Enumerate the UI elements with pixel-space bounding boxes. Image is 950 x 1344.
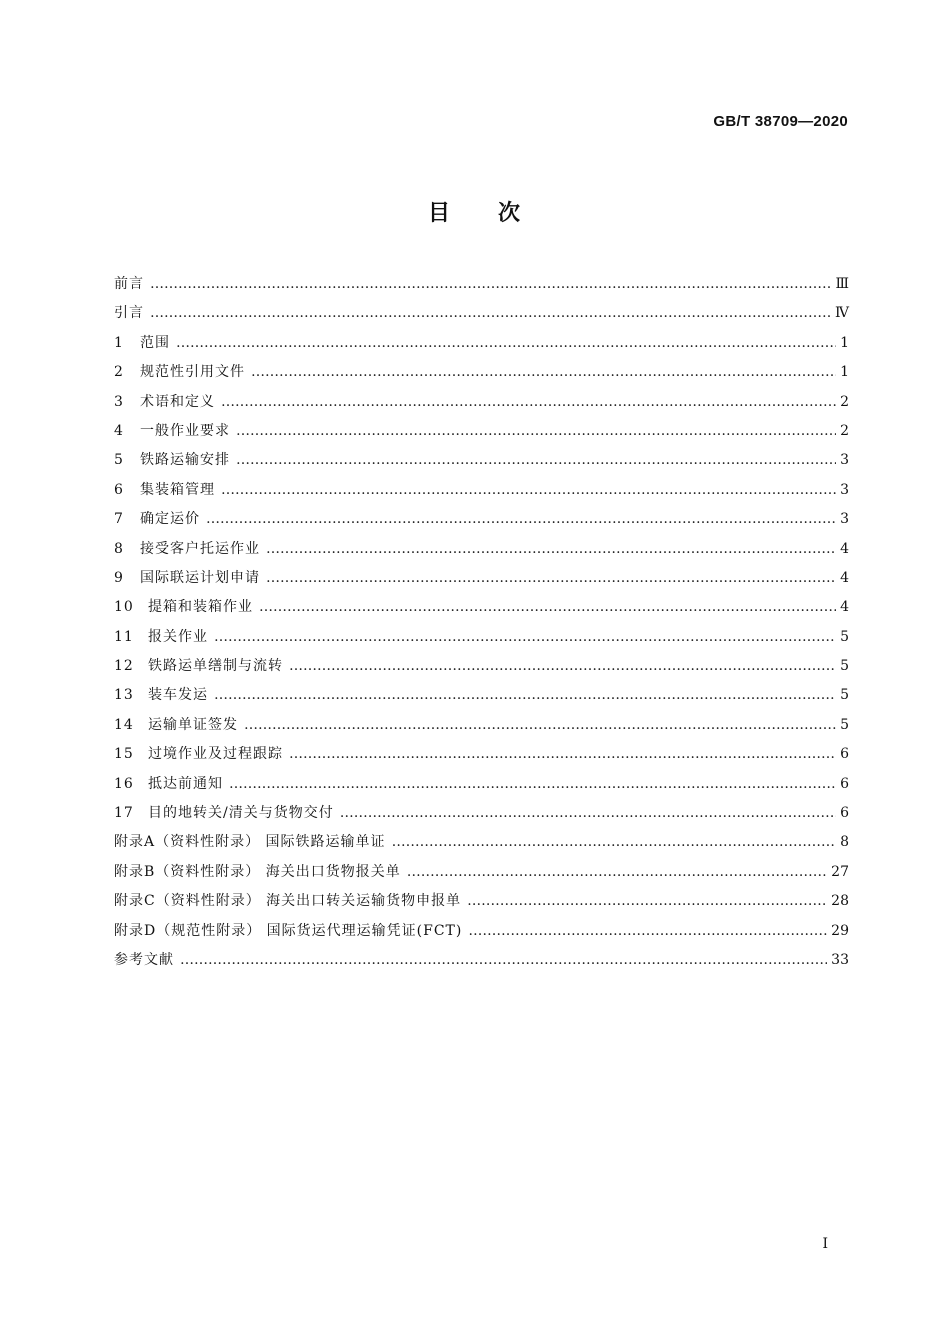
toc-label: 国际联运计划申请 bbox=[140, 569, 260, 586]
toc-entry-foreword[interactable] bbox=[114, 270, 849, 299]
toc-label: 附录D（规范性附录） 国际货运代理运输凭证(FCT) bbox=[114, 922, 463, 939]
toc-section-number: 15 bbox=[114, 746, 134, 763]
toc-page-number: 28 bbox=[831, 893, 849, 910]
toc-section-number: 12 bbox=[114, 658, 134, 675]
toc-entry-6[interactable] bbox=[114, 476, 849, 505]
page-number-footer: Ⅰ bbox=[822, 1236, 828, 1252]
toc-label: 前言 bbox=[114, 276, 144, 292]
toc-entry-annex-a[interactable] bbox=[114, 828, 849, 857]
toc-page-number: 3 bbox=[840, 452, 849, 469]
toc-entry-1[interactable] bbox=[114, 329, 849, 358]
toc-page-number: 3 bbox=[840, 481, 849, 498]
toc-section-number: 2 bbox=[114, 364, 124, 381]
toc-leader-dots bbox=[221, 476, 836, 505]
toc-page-number: 1 bbox=[840, 334, 849, 351]
toc-page-number: 5 bbox=[840, 687, 849, 704]
toc-leader-dots bbox=[236, 417, 836, 446]
toc-label: 附录B（资料性附录） 海关出口货物报关单 bbox=[114, 863, 401, 880]
toc-entry-11[interactable] bbox=[114, 623, 849, 652]
toc-leader-dots bbox=[221, 388, 836, 417]
toc-label: 术语和定义 bbox=[140, 393, 215, 410]
toc-leader-dots bbox=[251, 358, 836, 387]
toc-entry-16[interactable] bbox=[114, 770, 849, 799]
toc-entry-15[interactable] bbox=[114, 740, 849, 769]
title-part-1: 目 bbox=[427, 201, 452, 226]
toc-page-number: Ⅳ bbox=[835, 305, 849, 322]
toc-page-number: 6 bbox=[840, 746, 849, 763]
toc-leader-dots bbox=[468, 917, 827, 946]
toc-entry-introduction[interactable] bbox=[114, 299, 849, 328]
toc-section-number: 11 bbox=[114, 628, 134, 645]
toc-page-number: 4 bbox=[840, 540, 849, 557]
toc-entry-annex-d[interactable] bbox=[114, 917, 849, 946]
toc-section-number: 17 bbox=[114, 805, 134, 822]
toc-entry-3[interactable] bbox=[114, 388, 849, 417]
toc-label: 运输单证签发 bbox=[148, 716, 238, 733]
toc-section-number: 4 bbox=[114, 422, 124, 439]
toc-entry-13[interactable] bbox=[114, 681, 849, 710]
table-of-contents bbox=[114, 270, 849, 975]
toc-leader-dots bbox=[150, 270, 831, 299]
toc-entry-10[interactable] bbox=[114, 593, 849, 622]
toc-section-number: 7 bbox=[114, 511, 124, 528]
toc-section-number: 16 bbox=[114, 775, 134, 792]
toc-label: 一般作业要求 bbox=[140, 422, 230, 439]
toc-leader-dots bbox=[176, 329, 836, 358]
toc-leader-dots bbox=[214, 681, 836, 710]
toc-entry-9[interactable] bbox=[114, 564, 849, 593]
toc-label: 过境作业及过程跟踪 bbox=[148, 746, 283, 763]
toc-section-number: 6 bbox=[114, 481, 124, 498]
toc-leader-dots bbox=[407, 858, 827, 887]
toc-label: 接受客户托运作业 bbox=[140, 540, 260, 557]
page-title bbox=[0, 196, 950, 227]
toc-page-number: 8 bbox=[840, 834, 849, 851]
toc-entry-4[interactable] bbox=[114, 417, 849, 446]
toc-section-number: 9 bbox=[114, 569, 124, 586]
toc-leader-dots bbox=[206, 505, 836, 534]
toc-page-number: 33 bbox=[831, 951, 849, 968]
toc-page-number: 2 bbox=[840, 422, 849, 439]
toc-label: 集装箱管理 bbox=[140, 481, 215, 498]
toc-label: 装车发运 bbox=[148, 687, 208, 704]
toc-leader-dots bbox=[467, 887, 827, 916]
toc-leader-dots bbox=[244, 711, 836, 740]
toc-page-number: 5 bbox=[840, 716, 849, 733]
toc-label: 附录A（资料性附录） 国际铁路运输单证 bbox=[114, 834, 386, 851]
toc-section-number: 10 bbox=[114, 599, 134, 616]
toc-entry-2[interactable] bbox=[114, 358, 849, 387]
toc-leader-dots bbox=[214, 623, 836, 652]
toc-leader-dots bbox=[266, 535, 836, 564]
toc-label: 规范性引用文件 bbox=[140, 364, 245, 381]
toc-page-number: 4 bbox=[840, 599, 849, 616]
toc-leader-dots bbox=[150, 299, 831, 328]
toc-entry-bibliography[interactable] bbox=[114, 946, 849, 975]
toc-section-number: 3 bbox=[114, 393, 124, 410]
toc-entry-annex-b[interactable] bbox=[114, 858, 849, 887]
toc-page-number: 4 bbox=[840, 569, 849, 586]
toc-page-number: 5 bbox=[840, 658, 849, 675]
toc-leader-dots bbox=[259, 593, 836, 622]
toc-leader-dots bbox=[289, 740, 836, 769]
toc-page-number: Ⅲ bbox=[835, 276, 849, 292]
toc-leader-dots bbox=[236, 446, 836, 475]
toc-label: 附录C（资料性附录） 海关出口转关运输货物申报单 bbox=[114, 893, 462, 910]
toc-leader-dots bbox=[340, 799, 836, 828]
toc-label: 目的地转关/清关与货物交付 bbox=[148, 805, 334, 822]
toc-page-number: 2 bbox=[840, 393, 849, 410]
toc-label: 引言 bbox=[114, 305, 144, 322]
toc-section-number: 1 bbox=[114, 334, 124, 351]
toc-entry-14[interactable] bbox=[114, 711, 849, 740]
toc-section-number: 8 bbox=[114, 540, 124, 557]
toc-label: 范围 bbox=[140, 334, 170, 351]
toc-page-number: 3 bbox=[840, 511, 849, 528]
toc-entry-17[interactable] bbox=[114, 799, 849, 828]
toc-section-number: 5 bbox=[114, 452, 124, 469]
toc-page-number: 29 bbox=[831, 922, 849, 939]
toc-label: 提箱和装箱作业 bbox=[148, 599, 253, 616]
toc-label: 铁路运输安排 bbox=[140, 452, 230, 469]
toc-leader-dots bbox=[392, 828, 837, 857]
toc-leader-dots bbox=[180, 946, 827, 975]
toc-label: 抵达前通知 bbox=[148, 775, 223, 792]
toc-label: 参考文献 bbox=[114, 951, 174, 968]
toc-label: 铁路运单缮制与流转 bbox=[148, 658, 283, 675]
toc-entry-annex-c[interactable] bbox=[114, 887, 849, 916]
toc-page-number: 27 bbox=[831, 863, 849, 880]
toc-label: 确定运价 bbox=[140, 511, 200, 528]
toc-leader-dots bbox=[229, 770, 836, 799]
toc-leader-dots bbox=[289, 652, 836, 681]
toc-page-number: 5 bbox=[840, 628, 849, 645]
title-part-2: 次 bbox=[498, 201, 523, 226]
toc-entry-7[interactable] bbox=[114, 505, 849, 534]
toc-entry-8[interactable] bbox=[114, 535, 849, 564]
toc-section-number: 13 bbox=[114, 687, 134, 704]
toc-page-number: 6 bbox=[840, 805, 849, 822]
standard-code: GB/T 38709—2020 bbox=[713, 113, 848, 130]
toc-entry-5[interactable] bbox=[114, 446, 849, 475]
toc-page-number: 6 bbox=[840, 775, 849, 792]
toc-page-number: 1 bbox=[840, 364, 849, 381]
toc-label: 报关作业 bbox=[148, 628, 208, 645]
toc-leader-dots bbox=[266, 564, 836, 593]
toc-entry-12[interactable] bbox=[114, 652, 849, 681]
toc-section-number: 14 bbox=[114, 716, 134, 733]
